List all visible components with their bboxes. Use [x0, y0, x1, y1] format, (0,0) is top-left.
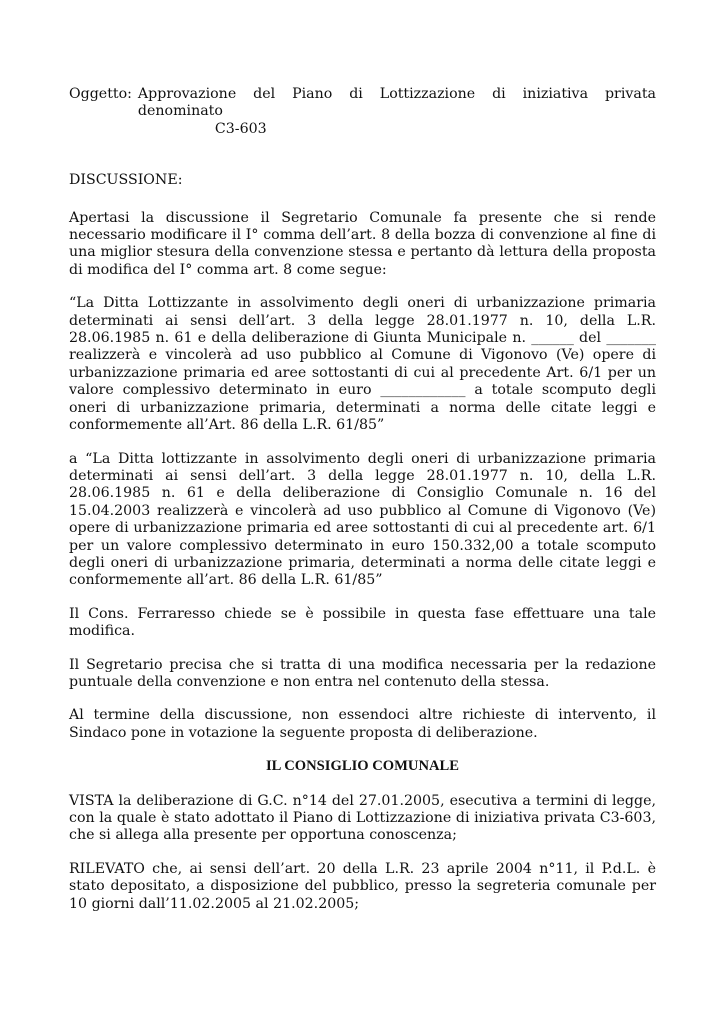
council-heading: IL CONSIGLIO COMUNALE: [266, 758, 459, 775]
document-page: [69, 86, 656, 929]
paragraph-closing-discussion: Al termine della discussione, non essendoci altre richieste di intervento, il Sindaco pone in votazione la seguente proposta di deliberazione.: [69, 707, 656, 741]
paragraph-modified-text: a “La Ditta lottizzante in assolvimento degli oneri di urbanizzazione primaria determinati ai sensi dell’art. 3 della legge 28.01.1977 n. 10, della L.R. 28.06.1985 n. 61 e della deliberazione di Consiglio Comunale n. 16 del 15.04.2003 realizzerà e vincolerà ad uso pubblico al Comune di Vigonovo (Ve) opere di urbanizzazione primaria ed aree sottostanti di cui al precedente art. 6/1 per un valore complessivo determinato in euro 150.332,00 a totale scomputo degli oneri di urbanizzazione primaria, determinati a norma delle citate leggi e conformemente all’art. 86 della L.R. 61/85”: [69, 450, 656, 589]
paragraph-opening: Apertasi la discussione il Segretario Comunale fa presente che si rende necessario modificare il I° comma dell’art. 8 della bozza di convenzione al fine di una miglior stesura della convenzione stessa e pertanto dà lettura della proposta di modifica del I° comma art. 8 come segue:: [69, 209, 656, 278]
paragraph-original-text: “La Ditta Lottizzante in assolvimento degli oneri di urbanizzazione primaria determinati ai sensi dell’art. 3 della legge 28.01.1977 n. 10, della L.R. 28.06.1985 n. 61 e della deliberazione di Giunta Municipale n. ______ del _______ realizzerà e vincolerà ad uso pubblico al Comune di Vigonovo (Ve) opere di urbanizzazione primaria ed aree sottostanti di cui al precedente Art. 6/1 per un valore complessivo determinato in euro ____________ a totale scomputo degli oneri di urbanizzazione primaria, determinati a norma delle citate leggi e conformemente all’Art. 86 della L.R. 61/85”: [69, 295, 656, 434]
paragraph-vista: VISTA la deliberazione di G.C. n°14 del 27.01.2005, esecutiva a termini di legge, con la quale è stato adottato il Piano di Lottizzazione di iniziativa privata C3-603, che si allega alla presente per opportuna conoscenza;: [69, 792, 656, 844]
subject-line-2: C3-603: [214, 120, 267, 137]
subject-label: Oggetto:: [69, 86, 132, 102]
discussion-heading: DISCUSSIONE:: [69, 172, 183, 189]
paragraph-rilevato: RILEVATO che, ai sensi dell’art. 20 della L.R. 23 aprile 2004 n°11, il P.d.L. è stato depositato, a disposizione del pubblico, presso la segreteria comunale per 10 giorni dall’11.02.2005 al 21.02.2005;: [69, 860, 656, 912]
subject-text: [138, 86, 656, 138]
subject-line-1: Approvazione del Piano di Lottizzazione di iniziativa privata denominato: [137, 86, 656, 120]
subject-block: [69, 86, 656, 138]
paragraph-secretary-reply: Il Segretario precisa che si tratta di una modifica necessaria per la redazione puntuale della convenzione e non entra nel contenuto della stessa.: [69, 656, 656, 690]
paragraph-councillor-question: Il Cons. Ferraresso chiede se è possibile in questa fase effettuare una tale modifica.: [69, 605, 656, 640]
